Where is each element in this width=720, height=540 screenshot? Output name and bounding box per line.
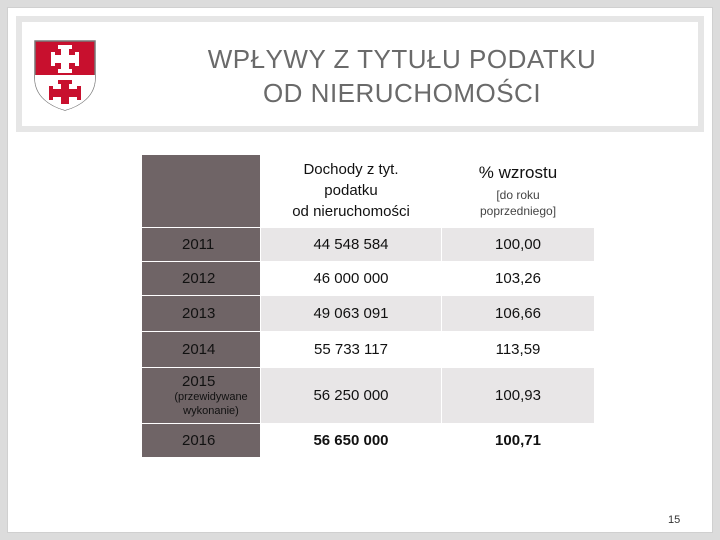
income-cell: 46 000 000 [261,262,442,296]
income-cell: 49 063 091 [261,296,442,332]
income-cell: 44 548 584 [261,228,442,262]
growth-header-main: % wzrostu [478,163,558,182]
income-header-line-1: Dochody z tyt. [303,161,399,178]
revenue-table [141,154,595,458]
income-cell: 56 650 000 [261,424,442,458]
year-header-cell [142,155,261,228]
year-cell: 2012 [142,262,261,296]
growth-cell: 100,00 [442,228,595,262]
income-header [261,155,442,228]
table-row [142,296,595,332]
year-note-line-1: (przewidywane [174,391,248,403]
table-row [142,424,595,458]
income-cell: 55 733 117 [261,332,442,368]
income-header-line-2: podatku [324,182,378,199]
table-row [142,368,595,424]
year-cell: 2014 [142,332,261,368]
title-line-1: WPŁYWY Z TYTUŁU PODATKU [207,44,597,74]
year-cell [142,368,261,424]
year-cell: 2011 [142,228,261,262]
table-row [142,332,595,368]
growth-header [442,155,595,228]
year-note-line-2: wykonanie) [183,405,239,417]
slide [8,8,712,532]
slide-header [22,22,698,126]
elblag-coat-of-arms-icon [32,38,98,112]
growth-cell: 113,59 [442,332,595,368]
growth-header-sub-line-2: poprzedniego] [479,204,557,218]
page-number: 15 [668,514,681,526]
table-header-row [142,155,595,228]
table-row [142,262,595,296]
page-title [142,42,662,110]
title-line-2: OD NIERUCHOMOŚCI [262,78,542,108]
year-cell: 2013 [142,296,261,332]
growth-header-sub-line-1: [do roku [496,188,540,202]
growth-cell: 106,66 [442,296,595,332]
growth-cell: 100,71 [442,424,595,458]
growth-cell: 103,26 [442,262,595,296]
growth-cell: 100,93 [442,368,595,424]
income-cell: 56 250 000 [261,368,442,424]
growth-header-sub [442,187,594,219]
income-header-line-3: od nieruchomości [292,203,410,220]
year-cell: 2016 [142,424,261,458]
year-value: 2015 [182,373,216,390]
table-row [142,228,595,262]
